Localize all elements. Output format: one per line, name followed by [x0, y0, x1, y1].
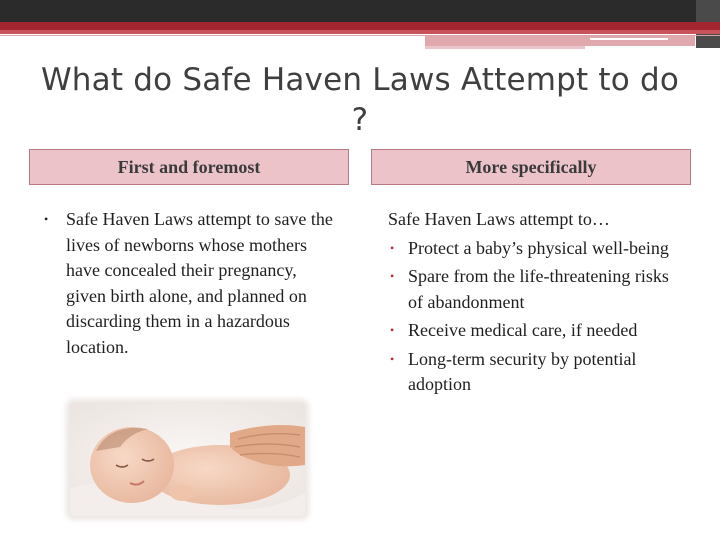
right-column-body	[388, 207, 688, 401]
right-column-intro: Safe Haven Laws attempt to…	[388, 209, 610, 229]
left-column-header: First and foremost	[29, 149, 349, 185]
right-bullet-item	[388, 264, 688, 315]
left-bullet-list	[40, 207, 340, 360]
right-bullet-item	[388, 347, 688, 398]
right-bullet-item	[388, 318, 688, 344]
top-band-dark	[0, 0, 720, 22]
left-bullet-text: Safe Haven Laws attempt to save the lives of newborns whose mothers have concealed their pregnancy, given birth alone, and planned on discarding them in a hazardous location.	[66, 209, 333, 357]
bullet-dot-icon: •	[390, 351, 395, 366]
right-bullet-list	[388, 236, 688, 398]
bullet-dot-icon: •	[390, 269, 395, 283]
top-band-accent-thin	[425, 46, 585, 49]
right-bullet-item	[388, 236, 688, 262]
top-band-red-light	[0, 30, 720, 34]
top-band-highlight	[590, 38, 668, 40]
right-column-header: More specifically	[371, 149, 691, 185]
bullet-dot-icon: •	[44, 212, 49, 226]
slide-title: What do Safe Haven Laws Attempt to do ?	[40, 62, 680, 138]
right-bullet-text: Receive medical care, if needed	[408, 320, 638, 340]
baby-illustration	[70, 403, 305, 516]
baby-photo	[70, 403, 305, 516]
left-bullet-item	[40, 207, 340, 360]
right-bullet-text: Long-term security by potential adoption	[408, 348, 637, 394]
bullet-dot-icon: •	[390, 240, 395, 255]
right-bullet-text: Spare from the life-threatening risks of abandonment	[408, 266, 669, 312]
bullet-dot-icon: •	[390, 323, 395, 337]
top-band-red	[0, 22, 720, 30]
left-column-body	[40, 207, 340, 360]
right-bullet-text: Protect a baby’s physical well-being	[408, 237, 669, 258]
